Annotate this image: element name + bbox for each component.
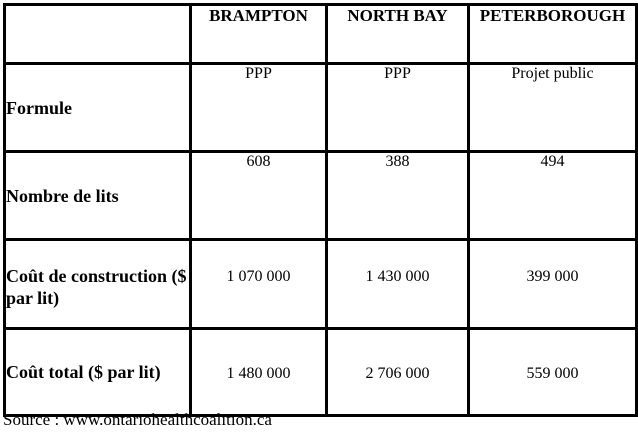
cell-north-bay-total: 2 706 000: [327, 329, 469, 416]
table-row: [5, 64, 637, 152]
header-empty-cell: [5, 5, 191, 64]
cell-peterborough-formule: Projet public: [469, 64, 637, 152]
cell-brampton-construction: 1 070 000: [191, 240, 327, 329]
cell-brampton-formule: PPP: [191, 64, 327, 152]
row-label-nombre-de-lits: Nombre de lits: [5, 152, 191, 240]
cell-peterborough-lits: 494: [469, 152, 637, 240]
cell-north-bay-formule: PPP: [327, 64, 469, 152]
table-row: [5, 152, 637, 240]
cell-brampton-lits: 608: [191, 152, 327, 240]
source-note: Source : www.ontariohealthcoalition.ca: [3, 410, 272, 429]
hospital-cost-table: [3, 3, 638, 417]
cell-north-bay-lits: 388: [327, 152, 469, 240]
row-label-formule: Formule: [5, 64, 191, 152]
row-label-cout-construction: Coût de construction ($ par lit): [5, 240, 191, 329]
table-row: [5, 329, 637, 416]
header-peterborough: PETERBOROUGH: [469, 5, 637, 64]
cell-peterborough-construction: 399 000: [469, 240, 637, 329]
cell-north-bay-construction: 1 430 000: [327, 240, 469, 329]
comparison-table-wrapper: [3, 3, 638, 417]
cell-brampton-total: 1 480 000: [191, 329, 327, 416]
row-label-cout-total: Coût total ($ par lit): [5, 329, 191, 416]
header-brampton: BRAMPTON: [191, 5, 327, 64]
header-north-bay: NORTH BAY: [327, 5, 469, 64]
header-row: [5, 5, 637, 64]
cell-peterborough-total: 559 000: [469, 329, 637, 416]
table-row: [5, 240, 637, 329]
